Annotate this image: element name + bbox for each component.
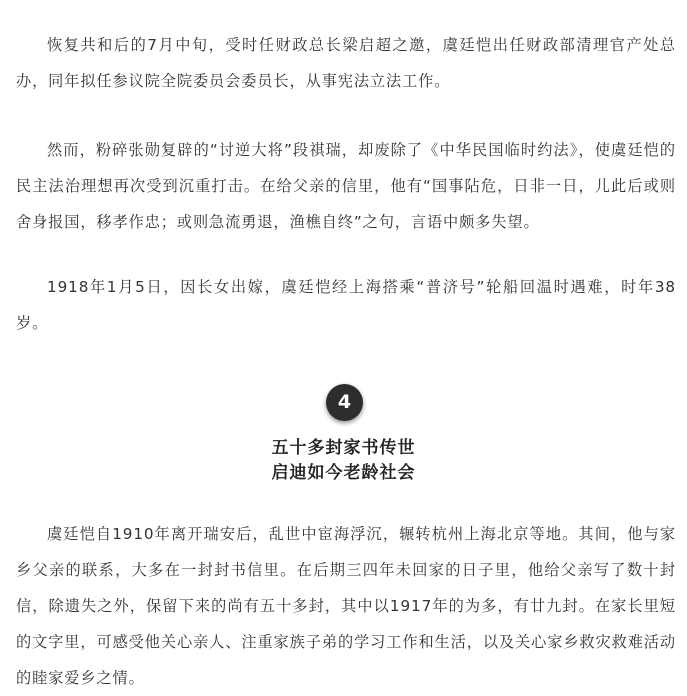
section-heading-line-1: 五十多封家书传世 (271, 438, 416, 458)
article-paragraph-1: 恢复共和后的7月中旬，受时任财政总长梁启超之邀，虞廷恺出任财政部清理官产处总办，同年拟任参议院全院委员会委员长，从事宪法立法工作。 (16, 36, 676, 90)
section-heading-line-2: 启迪如今老龄社会 (271, 463, 416, 483)
article-paragraph-2: 然而，粉碎张勋复辟的“讨逆大将”段祺瑞，却废除了《中华民国临时约法》，使虞廷恺的民主法治理想再次受到沉重打击。在给父亲的信里，他有“国事阽危，日非一日，儿此后或则舍身报国，移孝作忠；或则急流勇退，渔樵自终”之句，言语中颇多失望。 (16, 141, 676, 231)
article-paragraph-3: 1918年1月5日，因长女出嫁，虞廷恺经上海搭乘“普济号”轮船回温时遇难，时年38岁。 (16, 278, 676, 332)
section-paragraph: 虞廷恺自1910年离开瑞安后，乱世中宦海浮沉，辗转杭州上海北京等地。其间，他与家乡父亲的联系，大多在一封封书信里。在后期三四年未回家的日子里，他给父亲写了数十封信，除遗失之外，保留下来的尚有五十多封，其中以1917年的为多，有廿九封。在家长里短的文字里，可感受他关心亲人、注重家族子弟的学习工作和生活，以及关心家乡救灾救难活动的睦家爱乡之情。 (16, 525, 676, 687)
section-number-badge: 4 (326, 384, 363, 421)
